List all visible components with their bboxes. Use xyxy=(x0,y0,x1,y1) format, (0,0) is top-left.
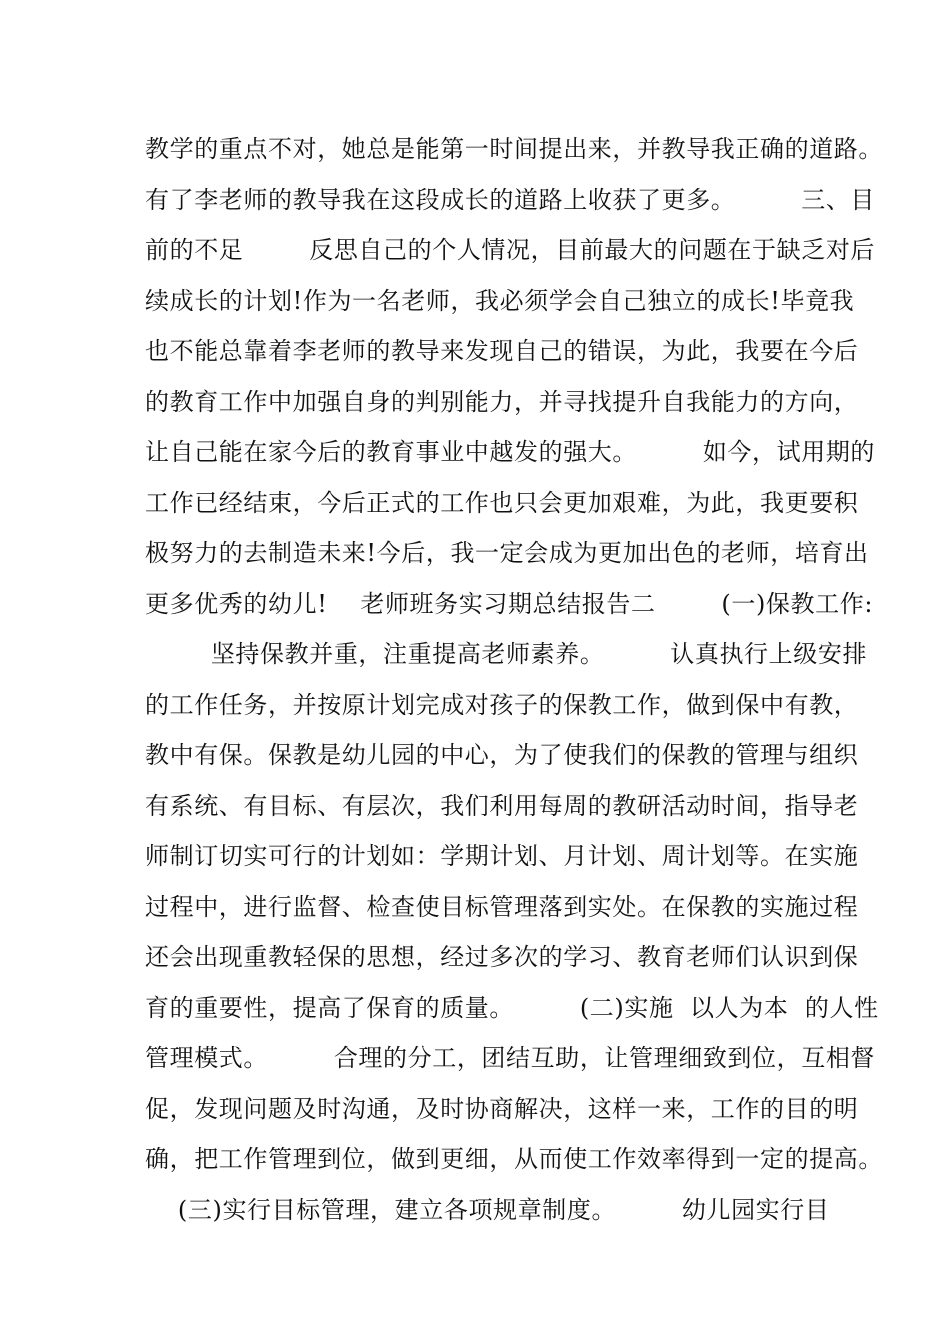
text-line: 教中有保。保教是幼儿园的中心，为了使我们的保教的管理与组织 xyxy=(145,741,859,769)
text-line: 有了李老师的教导我在这段成长的道路上收获了更多。 三、目 xyxy=(145,185,876,214)
text-line: 工作已经结束，今后正式的工作也只会更加艰难，为此，我更要积 xyxy=(145,488,859,517)
text-line: 的教育工作中加强自身的判别能力，并寻找提升自我能力的方向， xyxy=(145,387,859,416)
text-line: 有系统、有目标、有层次，我们利用每周的教研活动时间，指导老 xyxy=(145,791,859,820)
text-line: 促，发现问题及时沟通，及时协商解决，这样一来，工作的目的明 xyxy=(145,1094,859,1123)
text-line: 更多优秀的幼儿! 老师班务实习期总结报告二 (一)保教工作: xyxy=(145,589,874,618)
text-line: 确，把工作管理到位，做到更细，从而使工作效率得到一定的提高。 xyxy=(145,1145,883,1173)
text-line: 坚持保教并重，注重提高老师素养。 认真执行上级安排 xyxy=(145,640,868,668)
text-line: 极努力的去制造未来!今后，我一定会成为更加出色的老师，培育出 xyxy=(145,539,869,567)
text-line: 师制订切实可行的计划如：学期计划、月计划、周计划等。在实施 xyxy=(145,842,859,870)
text-line: 育的重要性，提高了保育的质量。 (二)实施 以人为本 的人性 xyxy=(145,993,879,1022)
text-line: 管理模式。 合理的分工，团结互助，让管理细致到位，互相督 xyxy=(145,1044,876,1072)
text-line: (三)实行目标管理，建立各项规章制度。 幼儿园实行目 xyxy=(145,1195,830,1224)
text-line: 让自己能在家今后的教育事业中越发的强大。 如今，试用期的 xyxy=(145,438,876,466)
document-body xyxy=(145,124,883,1235)
text-line: 教学的重点不对，她总是能第一时间提出来，并教导我正确的道路。 xyxy=(145,135,883,163)
text-line: 前的不足 反思自己的个人情况，目前最大的问题在于缺乏对后 xyxy=(145,236,876,264)
text-line: 续成长的计划!作为一名老师，我必须学会自己独立的成长!毕竟我 xyxy=(145,286,855,315)
text-line: 还会出现重教轻保的思想，经过多次的学习、教育老师们认识到保 xyxy=(145,943,859,971)
text-line: 的工作任务，并按原计划完成对孩子的保教工作，做到保中有教， xyxy=(145,690,859,719)
text-line: 也不能总靠着李老师的教导来发现自己的错误，为此，我要在今后 xyxy=(145,337,859,365)
text-line: 过程中，进行监督、检查使目标管理落到实处。在保教的实施过程 xyxy=(145,892,859,921)
